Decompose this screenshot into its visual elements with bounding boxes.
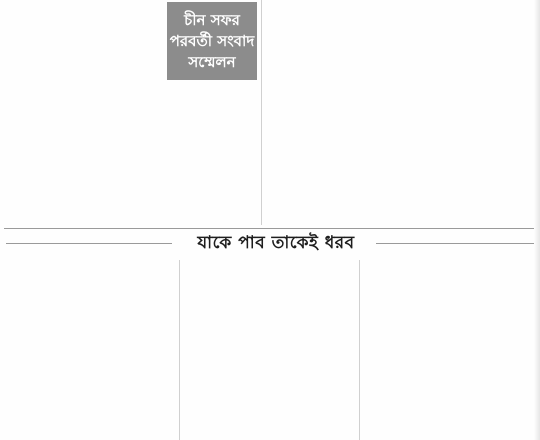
inset-line: চীন সফর — [184, 10, 240, 29]
inset-line: পরবর্তী সংবাদ — [169, 31, 255, 50]
section-divider — [4, 228, 536, 229]
article-column-lower-1 — [4, 262, 174, 440]
column-divider — [261, 0, 262, 225]
article-column-lower-2 — [184, 262, 354, 440]
headline-band — [0, 230, 540, 256]
column-divider — [179, 260, 180, 440]
article-column-top-left — [4, 82, 256, 225]
article-column-top-right — [266, 0, 534, 225]
inset-line: সম্মেলন — [188, 52, 236, 71]
article-column-top-left-narrow — [4, 0, 162, 82]
section-inset-box — [167, 2, 257, 80]
article-headline: যাকে পাব তাকেই ধরব — [197, 233, 355, 253]
page-fold-shadow — [534, 0, 540, 440]
headline-rule — [6, 243, 172, 244]
article-column-lower-3 — [364, 262, 536, 440]
headline-rule — [376, 243, 536, 244]
column-divider — [359, 260, 360, 440]
